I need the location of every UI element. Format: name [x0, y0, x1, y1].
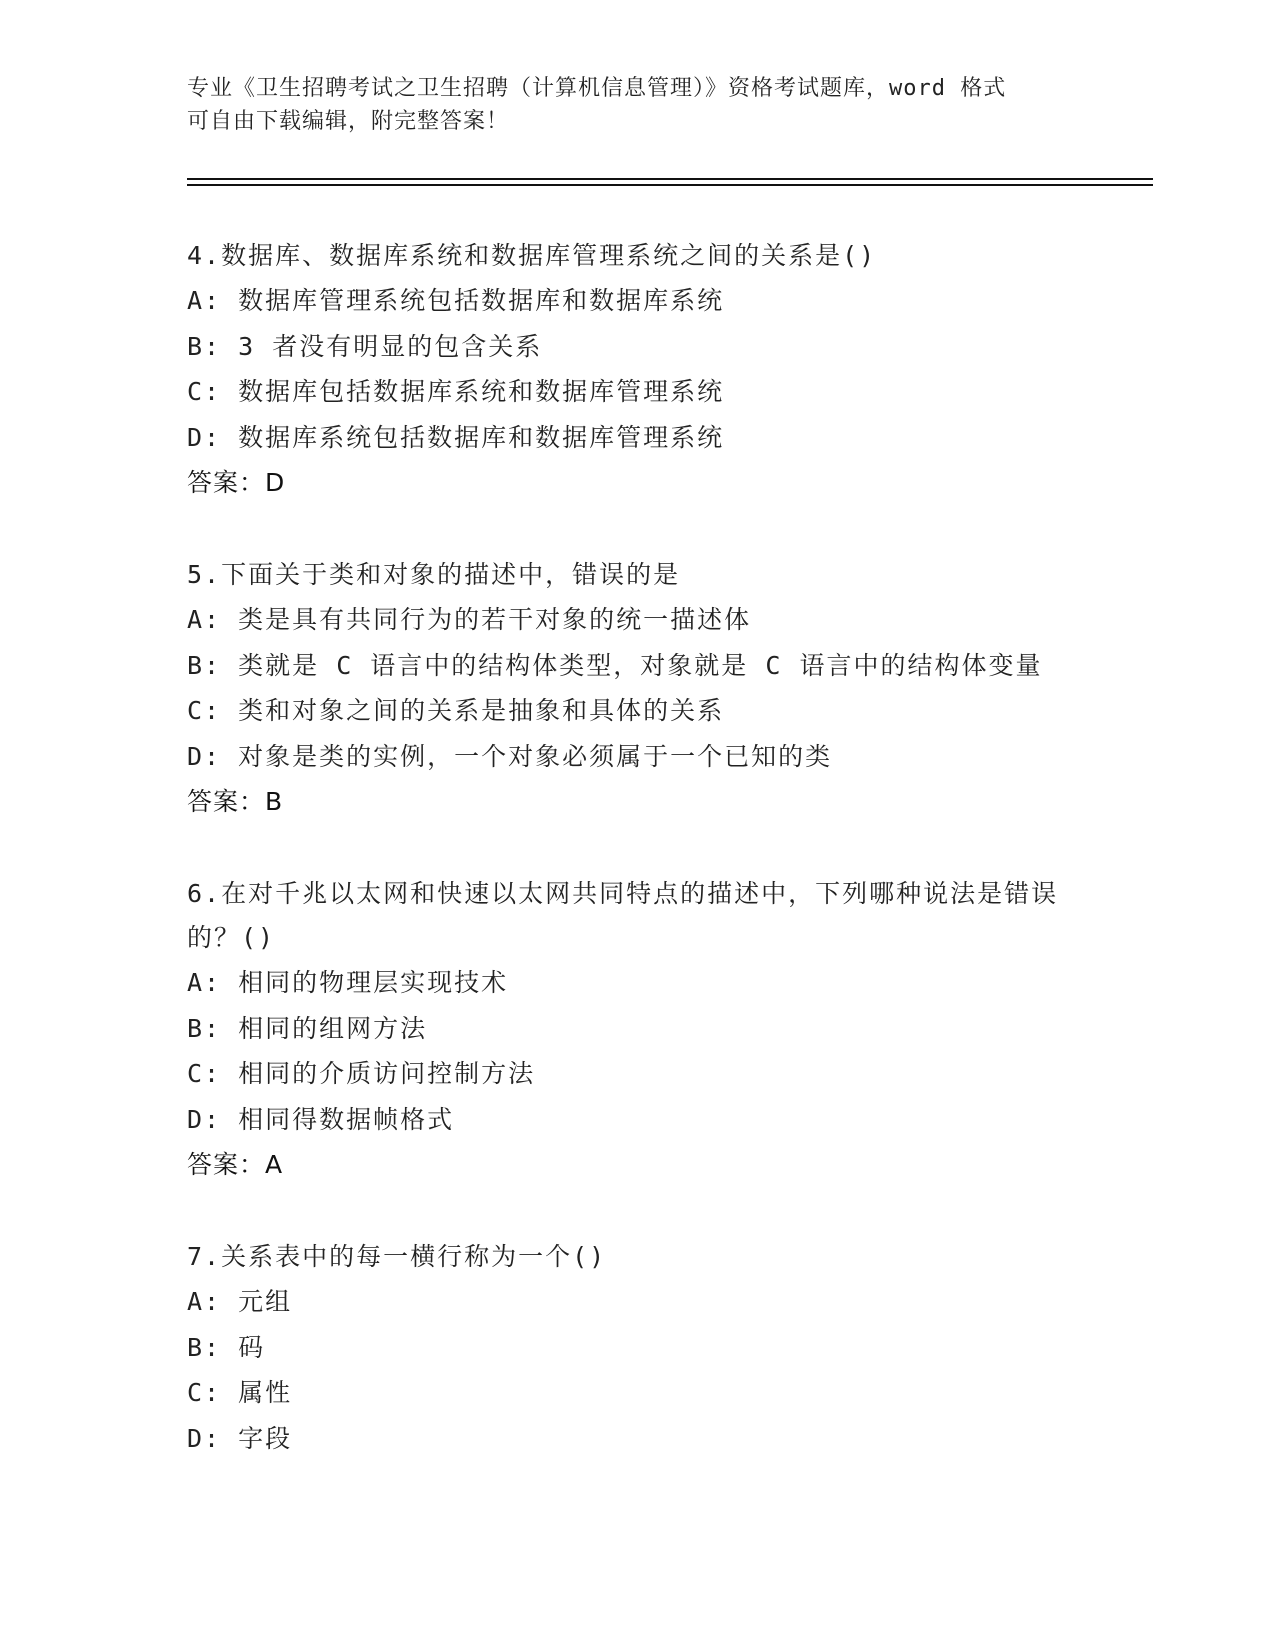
question-stem: 4.数据库、数据库系统和数据库管理系统之间的关系是() — [187, 241, 877, 270]
question-block — [187, 234, 1087, 506]
question-block — [187, 872, 1087, 1188]
header-divider-top — [187, 178, 1153, 180]
option-d: D: 对象是类的实例，一个对象必须属于一个已知的类 — [187, 741, 833, 771]
header-divider-bottom — [187, 184, 1153, 186]
option-a: A: 元组 — [187, 1287, 293, 1316]
answer-line: 答案：D — [187, 468, 286, 497]
option-c: C: 属性 — [187, 1378, 293, 1407]
answer-line: 答案：A — [187, 1150, 284, 1179]
option-a: A: 数据库管理系统包括数据库和数据库系统 — [187, 286, 725, 315]
option-a: A: 类是具有共同行为的若干对象的统一描述体 — [187, 605, 752, 634]
option-d: D: 数据库系统包括数据库和数据库管理系统 — [187, 422, 725, 452]
question-stem: 5.下面关于类和对象的描述中，错误的是 — [187, 560, 681, 589]
option-b: B: 相同的组网方法 — [187, 1013, 428, 1043]
option-c: C: 数据库包括数据库系统和数据库管理系统 — [187, 377, 725, 406]
option-b: B: 类就是 C 语言中的结构体类型，对象就是 C 语言中的结构体变量 — [187, 650, 1043, 680]
document-header — [187, 72, 1087, 138]
option-a: A: 相同的物理层实现技术 — [187, 968, 509, 997]
header-line-2: 可自由下载编辑，附完整答案！ — [187, 109, 510, 134]
question-stem: 7.关系表中的每一横行称为一个() — [187, 1242, 607, 1271]
option-c: C: 相同的介质访问控制方法 — [187, 1059, 536, 1088]
option-b: B: 码 — [187, 1332, 266, 1362]
option-b: B: 3 者没有明显的包含关系 — [187, 331, 543, 361]
answer-line: 答案：B — [187, 787, 284, 816]
option-c: C: 类和对象之间的关系是抽象和具体的关系 — [187, 696, 725, 725]
option-d: D: 字段 — [187, 1423, 293, 1453]
question-block — [187, 1235, 1087, 1461]
option-d: D: 相同得数据帧格式 — [187, 1104, 455, 1134]
question-stem: 6.在对千兆以太网和快速以太网共同特点的描述中，下列哪种说法是错误的？() — [187, 879, 1059, 952]
question-block — [187, 553, 1087, 825]
header-line-1: 专业《卫生招聘考试之卫生招聘（计算机信息管理）》资格考试题库，word 格式 — [187, 76, 1007, 101]
